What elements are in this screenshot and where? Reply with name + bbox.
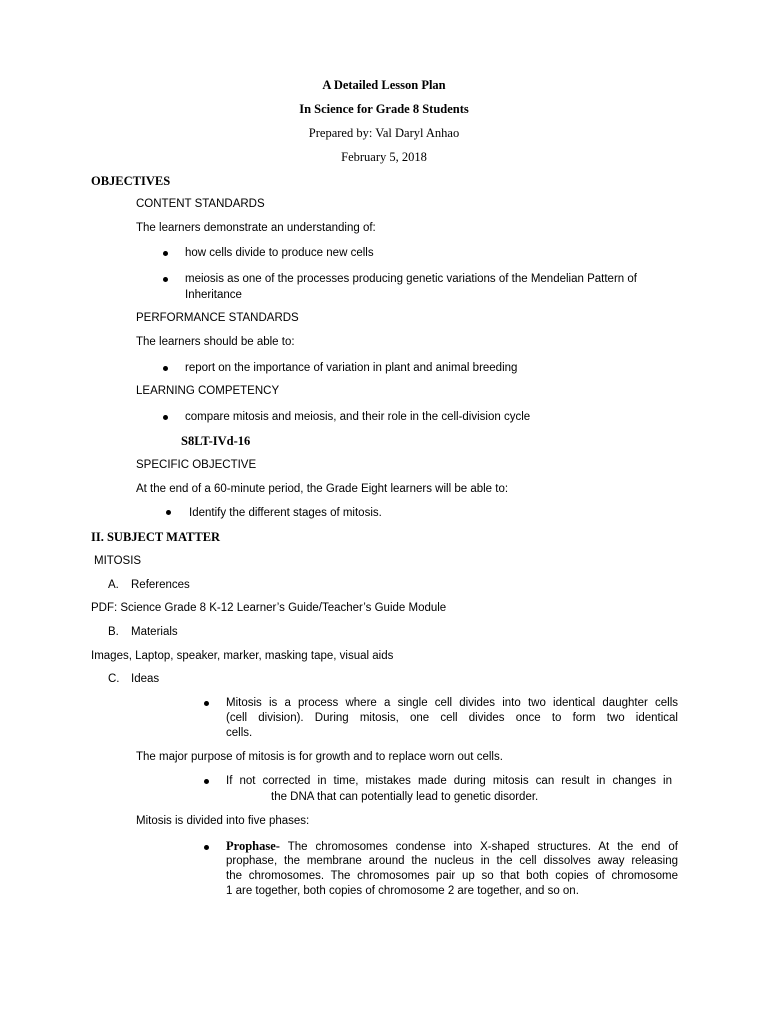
learning-competency-heading: LEARNING COMPETENCY	[136, 385, 280, 397]
objectives-heading: OBJECTIVES	[91, 174, 171, 188]
list-marker: B.	[108, 626, 119, 638]
materials-label: Materials	[131, 626, 178, 638]
prophase-line: the chromosomes. The chromosomes pair up so that both copies of chromosome	[226, 870, 678, 882]
prophase-line	[226, 839, 678, 855]
bullet-icon	[204, 701, 209, 706]
mitosis-definition-line: (cell division). During mitosis, one cell divides once to form two identical	[226, 712, 678, 724]
specific-objective-heading: SPECIFIC OBJECTIVE	[136, 459, 257, 471]
bullet-icon	[163, 415, 168, 420]
prophase-line: prophase, the membrane around the nucleus in the cell dissolves away releasing	[226, 855, 678, 867]
materials-text: Images, Laptop, speaker, marker, masking tape, visual aids	[91, 650, 394, 662]
specific-objective-intro: At the end of a 60-minute period, the Grade Eight learners will be able to:	[136, 483, 509, 495]
mitosis-definition-line: Mitosis is a process where a single cell divides into two identical daughter cells	[226, 697, 678, 709]
prepared-by: Prepared by: Val Daryl Anhao	[308, 126, 460, 140]
references-text: PDF: Science Grade 8 K-12 Learner’s Guide/Teacher’s Guide Module	[91, 602, 447, 614]
list-marker: A.	[108, 579, 119, 591]
mitosis-error-line: the DNA that can potentially lead to genetic disorder.	[271, 791, 539, 803]
performance-standards-intro: The learners should be able to:	[136, 336, 295, 348]
bullet-icon	[204, 779, 209, 784]
bullet-icon	[204, 845, 209, 850]
performance-standards-heading: PERFORMANCE STANDARDS	[136, 312, 299, 324]
prophase-term: Prophase-	[226, 839, 280, 853]
document-date: February 5, 2018	[341, 150, 427, 164]
content-standard-item-continued: Inheritance	[185, 289, 242, 301]
topic-title: MITOSIS	[94, 555, 142, 567]
references-label: References	[131, 579, 190, 591]
mitosis-definition-line: cells.	[226, 727, 253, 739]
bullet-icon	[163, 366, 168, 371]
specific-objective-item: Identify the different stages of mitosis.	[189, 507, 382, 519]
performance-standard-item: report on the importance of variation in plant and animal breeding	[185, 362, 518, 374]
content-standard-item: meiosis as one of the processes producing genetic variations of the Mendelian Pattern of	[185, 273, 637, 285]
bullet-icon	[166, 510, 171, 515]
prophase-text: The chromosomes condense into X-shaped structures. At the end of	[279, 841, 678, 853]
mitosis-error-line: If not corrected in time, mistakes made during mitosis can result in changes in	[226, 775, 672, 787]
document-subtitle: In Science for Grade 8 Students	[299, 102, 469, 116]
mitosis-purpose: The major purpose of mitosis is for growth and to replace worn out cells.	[136, 751, 503, 763]
content-standards-intro: The learners demonstrate an understanding of:	[136, 222, 376, 234]
content-standard-item: how cells divide to produce new cells	[185, 247, 374, 259]
bullet-icon	[163, 277, 168, 282]
content-standards-heading: CONTENT STANDARDS	[136, 198, 265, 210]
document-title: A Detailed Lesson Plan	[322, 78, 446, 92]
prophase-line: 1 are together, both copies of chromosome 2 are together, and so on.	[226, 885, 579, 897]
subject-matter-heading: II. SUBJECT MATTER	[91, 530, 221, 544]
phases-intro: Mitosis is divided into five phases:	[136, 815, 310, 827]
bullet-icon	[163, 251, 168, 256]
learning-competency-item: compare mitosis and meiosis, and their role in the cell-division cycle	[185, 411, 531, 423]
list-marker: C.	[108, 673, 120, 685]
ideas-label: Ideas	[131, 673, 160, 685]
competency-code: S8LT-IVd-16	[181, 434, 251, 448]
